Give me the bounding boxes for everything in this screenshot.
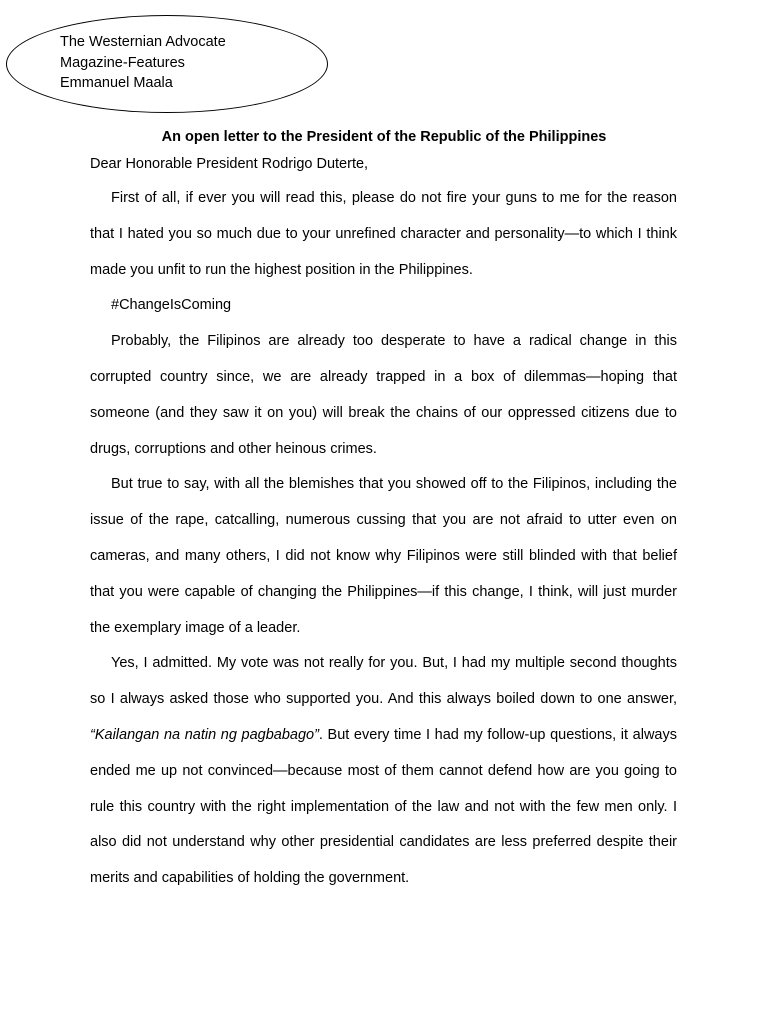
author-name: Emmanuel Maala: [60, 75, 173, 91]
paragraph-5-part-b: . But every time I had my follow-up questions, it always ended me up not convinced—because most of them cannot defend how are you going to rule this country with the right implementation of the law and not with the few men only. I also did not understand why other presidential candidates are less preferred despite their merits and capabilities of holding the government.: [90, 726, 677, 887]
letter-title: An open letter to the President of the Republic of the Philippines: [161, 129, 607, 145]
section-name: Magazine-Features: [60, 54, 185, 71]
hashtag-paragraph: #ChangeIsComing: [111, 297, 232, 314]
paragraph-3: Probably, the Filipinos are already too desperate to have a radical change in this corrupted country since, we are already trapped in a box of dilemmas—hoping that someone (and they saw it on you) will break the chains of our oppressed citizens due to drugs, corruptions and other heinous crimes.: [90, 333, 677, 457]
tagalog-quote: “Kailangan na natin ng pagbabago”: [90, 726, 319, 743]
publication-name: The Westernian Advocate: [60, 34, 226, 50]
header-block: [60, 32, 226, 94]
paragraph-5: [90, 646, 677, 897]
paragraph-1: First of all, if ever you will read this, please do not fire your guns to me for the reason that I hated you so much due to your unrefined character and personality—to which I think made you unfit to run the highest position in the Philippines.: [90, 190, 677, 278]
letter-body: [90, 181, 677, 897]
salutation: Dear Honorable President Rodrigo Duterte,: [90, 156, 369, 172]
paragraph-5-part-a: Yes, I admitted. My vote was not really for you. But, I had my multiple second thoughts so I always asked those who supported you. And this always boiled down to one answer,: [90, 655, 677, 708]
paragraph-4: But true to say, with all the blemishes that you showed off to the Filipinos, including the issue of the rape, catcalling, numerous cussing that you are not afraid to utter even on cameras, and many others, I did not know why Filipinos were still blinded with that belief that you were capable of changing the Philippines—if this change, I think, will just murder the exemplary image of a leader.: [90, 476, 677, 636]
